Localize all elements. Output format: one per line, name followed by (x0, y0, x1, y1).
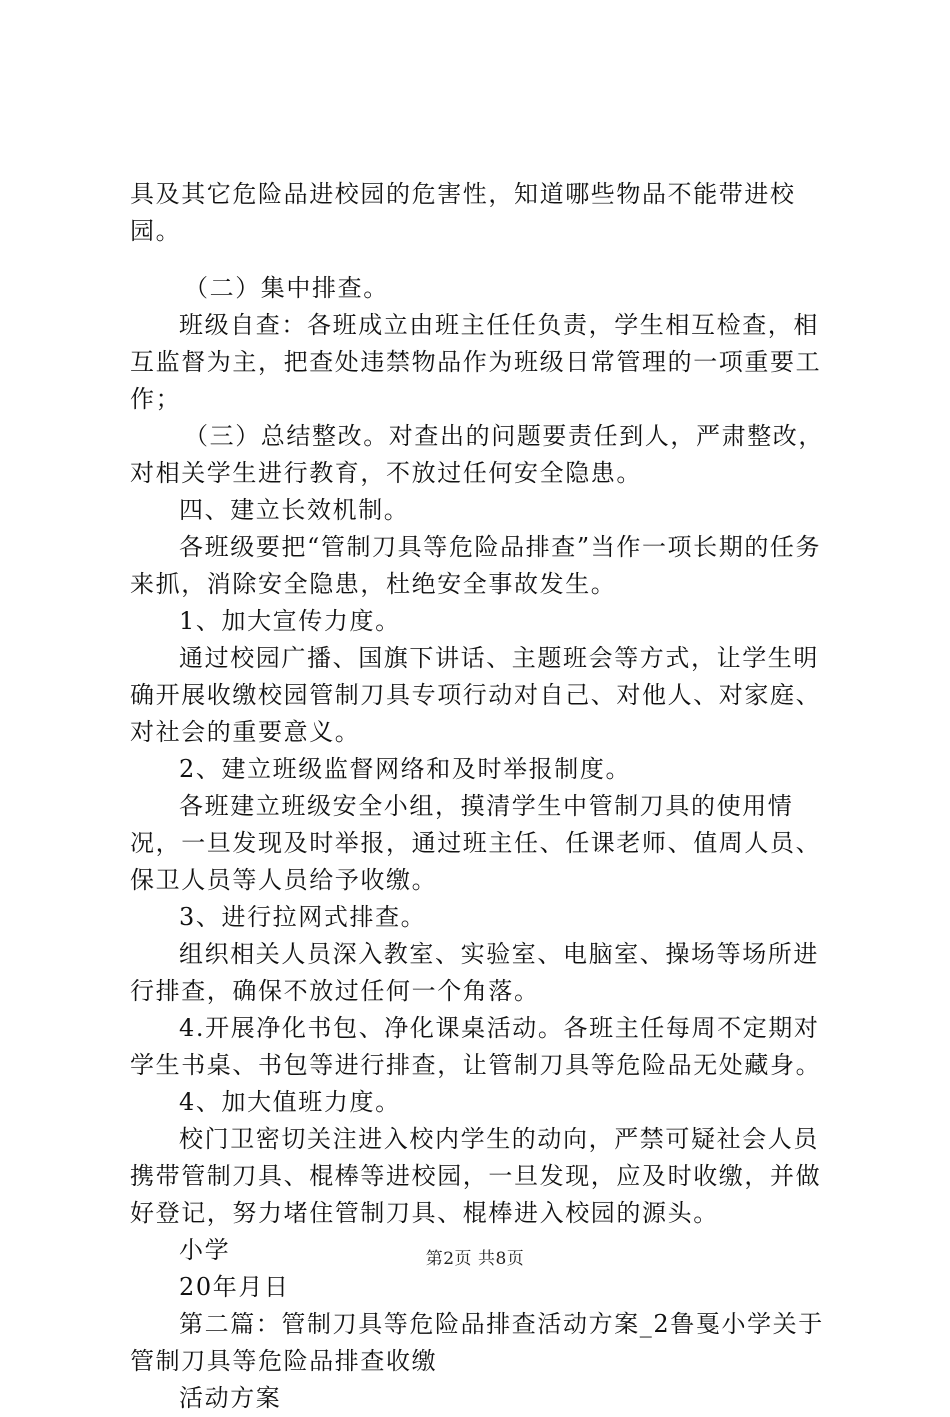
second-part-subtitle: 活动方案 (179, 1384, 282, 1412)
paragraph-dragnet-check: 组织相关人员深入教室、实验室、电脑室、操场等场所进行排查，确保不放过任何一个角落。 (130, 940, 819, 1005)
paragraph-clean-schoolbag: 4.开展净化书包、净化课桌活动。各班主任每周不定期对学生书桌、书包等进行排查，让管制刀具等危险品无处藏身。 (130, 1014, 822, 1079)
signature-date: 20年月日 (179, 1273, 290, 1301)
paragraph-long-term-task: 各班级要把“管制刀具等危险品排查”当作一项长期的任务来抓，消除安全隐患，杜绝安全事故发生。 (130, 533, 822, 598)
document-body (130, 176, 840, 1417)
item-heading-dragnet-check: 3、进行拉网式排查。 (179, 903, 427, 931)
paragraph-continuation: 具及其它危险品进校园的危害性，知道哪些物品不能带进校园。 (130, 180, 796, 245)
signature-school: 小学 (179, 1236, 231, 1264)
section-heading-long-term-mechanism: 四、建立长效机制。 (179, 496, 410, 524)
paragraph-supervision-network: 各班建立班级安全小组，摸清学生中管制刀具的使用情况，一旦发现及时举报，通过班主任、任课老师、值周人员、保卫人员等人员给予收缴。 (130, 792, 822, 894)
item-heading-publicity: 1、加大宣传力度。 (179, 607, 401, 635)
page-number-footer: 第2页 共8页 (425, 1249, 525, 1269)
second-part-title: 第二篇：管制刀具等危险品排查活动方案_2鲁戛小学关于管制刀具等危险品排查收缴 (130, 1310, 824, 1375)
paragraph-class-self-check: 班级自查：各班成立由班主任任负责，学生相互检查，相互监督为主，把查处违禁物品作为班级日常管理的一项重要工作； (130, 311, 822, 413)
item-heading-duty: 4、加大值班力度。 (179, 1088, 401, 1116)
section-heading-summary-rectify: （三）总结整改。对查出的问题要责任到人，严肃整改，对相关学生进行教育，不放过任何安全隐患。 (130, 422, 824, 487)
paragraph-publicity: 通过校园广播、国旗下讲话、主题班会等方式，让学生明确开展收缴校园管制刀具专项行动对自己、对他人、对家庭、对社会的重要意义。 (130, 644, 822, 746)
section-heading-centralized-check: （二）集中排查。 (184, 274, 389, 302)
paragraph-duty: 校门卫密切关注进入校内学生的动向，严禁可疑社会人员携带管制刀具、棍棒等进校园，一旦发现，应及时收缴，并做好登记，努力堵住管制刀具、棍棒进入校园的源头。 (130, 1125, 822, 1227)
item-heading-supervision-network: 2、建立班级监督网络和及时举报制度。 (179, 755, 632, 783)
